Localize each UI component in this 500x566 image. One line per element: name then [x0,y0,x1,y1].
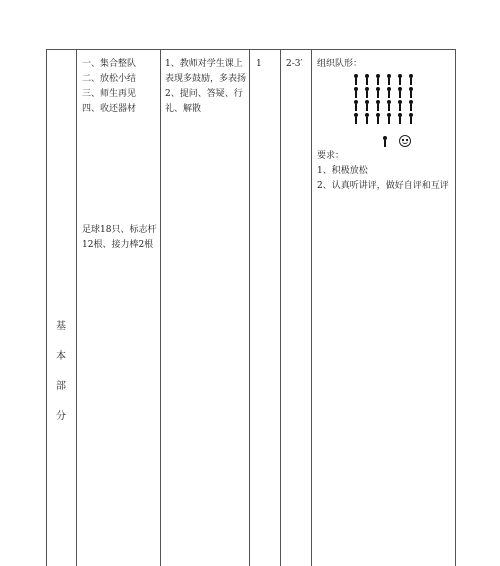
person-icon [407,74,415,85]
formation-row [352,86,422,99]
person-icon [396,113,404,124]
step-item: 二、放松小结 [82,74,137,84]
table-right-border [455,49,456,566]
person-icon [407,87,415,98]
steps-cell [82,57,136,117]
person-icon [396,74,404,85]
person-icon [374,113,382,124]
person-icon [352,100,360,111]
person-icon [352,113,360,124]
column-divider-4 [280,49,281,566]
teacher-activity-cell [165,57,246,117]
person-icon [363,113,371,124]
person-icon [385,100,393,111]
teacher-activity-line: 1、教师对学生课上 [165,59,243,69]
section-label-char: 分 [56,411,66,422]
section-label-char: 部 [56,381,66,392]
step-item: 四、收还器材 [82,104,137,114]
person-icon [363,87,371,98]
person-icon [374,87,382,98]
teacher-activity-line: 2、提问、答疑、行 [165,89,243,99]
teacher-activity-line: 礼、解散 [165,104,202,114]
person-icon [363,100,371,111]
requirement-item: 1、积极放松 [317,166,368,176]
equipment-cell [82,223,156,253]
teacher-position [381,135,411,147]
formation-row [352,112,422,125]
equipment-line: 12根、接力棒2根 [82,240,154,250]
column-divider-5 [311,49,312,566]
step-item: 三、师生再见 [82,89,137,99]
section-label-char: 基 [56,321,66,332]
person-icon [396,87,404,98]
step-item: 一、集合整队 [82,59,137,69]
person-icon [407,100,415,111]
column-divider-3 [249,49,250,566]
person-icon [407,113,415,124]
person-icon [374,74,382,85]
person-icon [385,113,393,124]
person-icon [352,87,360,98]
person-icon [363,74,371,85]
column-divider-1 [76,49,77,566]
table-left-border [46,49,47,566]
equipment-line: 足球18只、标志杆 [82,225,157,235]
person-icon [385,87,393,98]
person-icon [352,74,360,85]
formation-diagram [352,73,422,125]
table-top-border [46,49,456,50]
formation-row [352,99,422,112]
person-icon [381,136,389,147]
person-icon [385,74,393,85]
column-divider-2 [160,49,161,566]
teacher-activity-line: 表现多鼓励，多表扬 [165,74,247,84]
formation-row [352,73,422,86]
duration-cell: 2-3′ [286,59,303,69]
requirements-cell [317,149,449,194]
person-icon [396,100,404,111]
requirements-title: 要求： [317,151,345,161]
count-cell: 1 [256,59,262,69]
person-icon [374,100,382,111]
requirement-item: 2、认真听讲评，做好自评和互评 [317,181,449,191]
section-label-char: 本 [56,351,66,362]
org-title: 组织队形： [317,59,363,69]
smiley-icon [399,135,411,147]
